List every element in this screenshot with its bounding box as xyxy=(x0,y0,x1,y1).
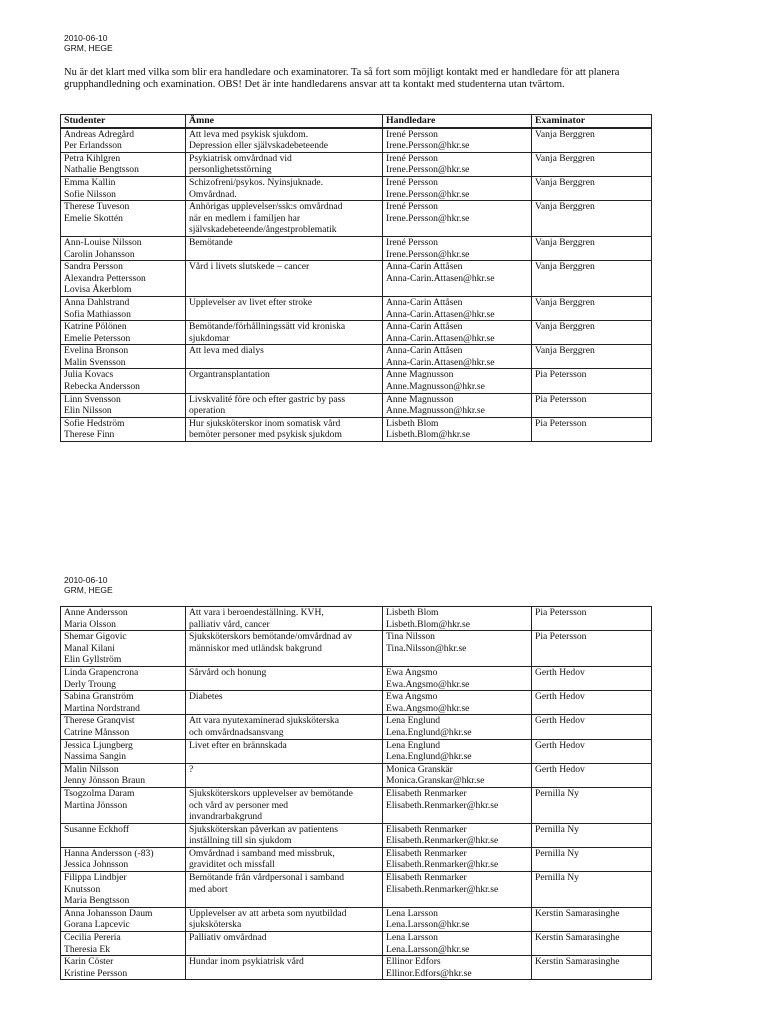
supervisor-cell xyxy=(383,393,532,417)
table-row xyxy=(61,152,652,176)
topic-line: och vård av personer med xyxy=(189,799,289,811)
students-cell xyxy=(61,691,186,715)
supervisor-cell xyxy=(383,666,532,690)
supervisor-line: Elisabeth Renmarker xyxy=(386,847,467,859)
examiner-cell: Pia Petersson xyxy=(532,369,652,393)
students-cell xyxy=(61,152,186,176)
supervisor-cell xyxy=(383,739,532,763)
supervisor-cell xyxy=(383,847,532,871)
students-line: Anna Johansson Daum xyxy=(64,907,153,919)
topic-line: Schizofreni/psykos. Nyinsjuknade. xyxy=(189,176,324,188)
students-line: Maria Bengtsson xyxy=(64,895,130,907)
table-row xyxy=(61,956,652,980)
examiner-cell: Pia Petersson xyxy=(532,607,652,631)
students-cell xyxy=(61,369,186,393)
topic-line: Upplevelser av livet efter stroke xyxy=(189,296,313,308)
assignment-table-page2 xyxy=(60,606,652,980)
students-cell xyxy=(61,631,186,667)
supervisor-cell xyxy=(383,321,532,345)
page1-date: 2010-06-10 xyxy=(64,33,108,43)
table-row xyxy=(61,296,652,320)
students-cell xyxy=(61,393,186,417)
examiner-cell: Pernilla Ny xyxy=(532,823,652,847)
students-line: Therese Finn xyxy=(64,429,115,441)
table-row xyxy=(61,763,652,787)
supervisor-line: Elisabeth.Renmarker@hkr.se xyxy=(386,859,499,871)
students-line: Malin Nilsson xyxy=(64,763,119,775)
supervisor-cell xyxy=(383,261,532,297)
topic-cell xyxy=(186,393,383,417)
table-row xyxy=(61,823,652,847)
examiner-cell: Kerstin Samarasinghe xyxy=(532,907,652,931)
students-line: Cecilia Pereria xyxy=(64,932,121,944)
students-line: Nathalie Bengtsson xyxy=(64,164,139,176)
topic-line: Att vara i beroendeställning. KVH, xyxy=(189,607,324,618)
topic-line: Att leva med dialys xyxy=(189,345,264,357)
page1-group: GRM, HEGE xyxy=(64,43,113,53)
supervisor-line: Irene.Persson@hkr.se xyxy=(386,248,470,260)
topic-line: Att leva med psykisk sjukdom. xyxy=(189,128,309,140)
examiner-cell: Vanja Berggren xyxy=(532,236,652,260)
supervisor-line: Irené Persson xyxy=(386,176,438,188)
topic-line: Sjuksköterskors bemötande/omvårdnad av xyxy=(189,631,353,643)
supervisor-line: Anna-Carin.Attasen@hkr.se xyxy=(386,272,495,284)
students-line: Andreas Adregård xyxy=(64,128,135,140)
table-row xyxy=(61,321,652,345)
supervisor-cell xyxy=(383,607,532,631)
supervisor-line: Ewa.Angsmo@hkr.se xyxy=(386,678,470,690)
supervisor-cell xyxy=(383,932,532,956)
topic-line: Sjuksköterskors upplevelser av bemötande xyxy=(189,787,353,799)
supervisor-line: Ewa.Angsmo@hkr.se xyxy=(386,702,470,714)
students-line: Carolin Johansson xyxy=(64,248,135,260)
table-row xyxy=(61,691,652,715)
topic-cell xyxy=(186,345,383,369)
topic-line: invandrarbakgrund xyxy=(189,811,262,823)
topic-line: bemöter personer med psykisk sjukdom xyxy=(189,429,342,441)
topic-cell xyxy=(186,907,383,931)
students-cell xyxy=(61,176,186,200)
students-line: Katrine Pölönen xyxy=(64,321,127,333)
students-line: Ann-Louise Nilsson xyxy=(64,236,142,248)
students-line: Catrine Månsson xyxy=(64,726,130,738)
students-cell xyxy=(61,296,186,320)
supervisor-line: Elisabeth Renmarker xyxy=(386,823,467,835)
students-line: Martina Jönsson xyxy=(64,799,128,811)
supervisor-line: Anna-Carin.Attasen@hkr.se xyxy=(386,308,495,320)
supervisor-cell xyxy=(383,823,532,847)
topic-cell xyxy=(186,369,383,393)
supervisor-line: Lena Larsson xyxy=(386,907,438,919)
page2-group: GRM, HEGE xyxy=(64,585,113,595)
students-line: Linda Grapencrona xyxy=(64,666,139,678)
students-cell xyxy=(61,321,186,345)
students-cell xyxy=(61,787,186,823)
students-line: Malin Svensson xyxy=(64,356,126,368)
students-line: Derly Troung xyxy=(64,678,116,690)
supervisor-line: Anne.Magnusson@hkr.se xyxy=(386,405,485,417)
topic-cell xyxy=(186,152,383,176)
students-cell xyxy=(61,345,186,369)
supervisor-line: Monica.Granskar@hkr.se xyxy=(386,775,485,787)
supervisor-line: Lena.Larsson@hkr.se xyxy=(386,943,470,955)
table-row xyxy=(61,739,652,763)
students-line: Emelie Skottén xyxy=(64,212,123,224)
students-cell xyxy=(61,715,186,739)
topic-line: personlighetsstörning xyxy=(189,164,272,176)
topic-cell xyxy=(186,261,383,297)
supervisor-line: Tina.Nilsson@hkr.se xyxy=(386,642,467,654)
supervisor-line: Elisabeth.Renmarker@hkr.se xyxy=(386,799,499,811)
table-row xyxy=(61,369,652,393)
supervisor-cell xyxy=(383,631,532,667)
topic-line: inställning till sin sjukdom xyxy=(189,835,292,847)
topic-line: sjuksköterska xyxy=(189,919,242,931)
supervisor-line: Tina Nilsson xyxy=(386,631,435,643)
topic-line: palliativ vård, cancer xyxy=(189,618,270,630)
supervisor-line: Anna-Carin Attåsen xyxy=(386,261,463,273)
header-topic: Ämne xyxy=(186,115,383,128)
topic-cell xyxy=(186,739,383,763)
examiner-cell: Kerstin Samarasinghe xyxy=(532,956,652,980)
supervisor-line: Irené Persson xyxy=(386,201,438,213)
table-row xyxy=(61,715,652,739)
students-cell xyxy=(61,201,186,237)
students-line: Jessica Ljungberg xyxy=(64,739,133,751)
students-cell xyxy=(61,261,186,297)
supervisor-cell xyxy=(383,201,532,237)
topic-line: Vård i livets slutskede – cancer xyxy=(189,261,310,273)
supervisor-line: Lisbeth Blom xyxy=(386,417,439,429)
examiner-cell: Vanja Berggren xyxy=(532,201,652,237)
students-line: Theresia Ek xyxy=(64,943,111,955)
supervisor-line: Anne Magnusson xyxy=(386,369,454,381)
examiner-cell: Vanja Berggren xyxy=(532,321,652,345)
students-line: Sofie Nilsson xyxy=(64,188,116,200)
table-row xyxy=(61,393,652,417)
topic-line: Omvårdnad. xyxy=(189,188,237,200)
supervisor-line: Irene.Persson@hkr.se xyxy=(386,164,470,176)
topic-cell xyxy=(186,176,383,200)
students-cell xyxy=(61,907,186,931)
supervisor-cell xyxy=(383,296,532,320)
supervisor-line: Ellinor.Edfors@hkr.se xyxy=(386,967,472,979)
topic-line: sjukdomar xyxy=(189,332,230,344)
topic-line: Sårvård och honung xyxy=(189,666,267,678)
supervisor-line: Anne Magnusson xyxy=(386,393,454,405)
topic-line: Omvårdnad i samband med missbruk, xyxy=(189,847,335,859)
table-row xyxy=(61,666,652,690)
supervisor-cell xyxy=(383,872,532,908)
supervisor-line: Lena Larsson xyxy=(386,932,438,944)
examiner-cell: Gerth Hedov xyxy=(532,715,652,739)
supervisor-line: Irené Persson xyxy=(386,236,438,248)
students-line: Rebecka Andersson xyxy=(64,381,140,393)
supervisor-line: Anna-Carin Attåsen xyxy=(386,296,463,308)
students-line: Gorana Lapcevic xyxy=(64,919,130,931)
students-line: Anne Andersson xyxy=(64,607,128,618)
supervisor-line: Irene.Persson@hkr.se xyxy=(386,212,470,224)
topic-cell xyxy=(186,236,383,260)
students-cell xyxy=(61,932,186,956)
supervisor-line: Ewa Angsmo xyxy=(386,691,438,703)
table-header-row xyxy=(61,115,652,128)
header-examiner: Examinator xyxy=(532,115,652,128)
page2-date: 2010-06-10 xyxy=(64,575,108,585)
topic-line: operation xyxy=(189,405,226,417)
topic-line: människor med utländsk bakgrund xyxy=(189,642,322,654)
topic-cell xyxy=(186,715,383,739)
examiner-cell: Vanja Berggren xyxy=(532,152,652,176)
students-line: Nassima Sangin xyxy=(64,751,127,763)
topic-line: graviditet och missfall xyxy=(189,859,275,871)
supervisor-line: Anna-Carin.Attasen@hkr.se xyxy=(386,332,495,344)
topic-line: självskadebeteende/ångestproblematik xyxy=(189,224,337,236)
topic-line: Bemötande xyxy=(189,236,233,248)
topic-line: när en medlem i familjen har xyxy=(189,212,301,224)
supervisor-line: Anna-Carin Attåsen xyxy=(386,345,463,357)
topic-cell xyxy=(186,823,383,847)
examiner-cell: Pernilla Ny xyxy=(532,847,652,871)
intro-paragraph: Nu är det klart med vilka som blir era handledare och examinatorer. Ta så fort som möjligt kontakt med er handledare för att planera grupphandledning och examination. OBS! Det är inte handledarens ansvar att ta kontakt med studenterna utan tvärtom. xyxy=(64,67,620,90)
students-line: Shemar Gigovic xyxy=(64,631,127,643)
topic-cell xyxy=(186,956,383,980)
assignment-table-page1 xyxy=(60,114,652,442)
students-line: Jenny Jönsson Braun xyxy=(64,775,146,787)
topic-cell xyxy=(186,321,383,345)
supervisor-line: Ewa Angsmo xyxy=(386,666,438,678)
students-line: Therese Granqvist xyxy=(64,715,135,727)
supervisor-line: Lena.Larsson@hkr.se xyxy=(386,919,470,931)
examiner-cell: Pia Petersson xyxy=(532,417,652,441)
supervisor-cell xyxy=(383,152,532,176)
examiner-cell: Vanja Berggren xyxy=(532,296,652,320)
students-line: Martina Nordstrand xyxy=(64,702,140,714)
examiner-cell: Vanja Berggren xyxy=(532,176,652,200)
students-line: Lovisa Åkerblom xyxy=(64,284,132,296)
students-cell xyxy=(61,847,186,871)
supervisor-cell xyxy=(383,345,532,369)
supervisor-line: Anne.Magnusson@hkr.se xyxy=(386,381,485,393)
page1-header xyxy=(64,33,113,53)
table-row xyxy=(61,847,652,871)
supervisor-line: Ellinor Edfors xyxy=(386,956,441,968)
examiner-cell: Gerth Hedov xyxy=(532,763,652,787)
examiner-cell: Vanja Berggren xyxy=(532,345,652,369)
examiner-cell: Pernilla Ny xyxy=(532,787,652,823)
students-line: Julia Kovacs xyxy=(64,369,114,381)
supervisor-cell xyxy=(383,417,532,441)
topic-cell xyxy=(186,932,383,956)
students-line: Linn Svensson xyxy=(64,393,121,405)
supervisor-cell xyxy=(383,956,532,980)
supervisor-line: Lena Englund xyxy=(386,739,441,751)
topic-line: Livskvalité före och efter gastric by pass xyxy=(189,393,346,405)
students-line: Sofia Mathiasson xyxy=(64,308,131,320)
examiner-cell: Vanja Berggren xyxy=(532,261,652,297)
supervisor-line: Irené Persson xyxy=(386,152,438,164)
examiner-cell: Kerstin Samarasinghe xyxy=(532,932,652,956)
topic-cell xyxy=(186,872,383,908)
students-line: Anna Dahlstrand xyxy=(64,296,130,308)
supervisor-cell xyxy=(383,763,532,787)
students-line: Alexandra Pettersson xyxy=(64,272,146,284)
table-row xyxy=(61,932,652,956)
supervisor-line: Lisbeth.Blom@hkr.se xyxy=(386,618,470,630)
topic-line: Sjuksköterskan påverkan av patientens xyxy=(189,823,338,835)
students-line: Sofie Hedström xyxy=(64,417,125,429)
supervisor-line: Irene.Persson@hkr.se xyxy=(386,188,470,200)
table-row xyxy=(61,345,652,369)
table-row xyxy=(61,417,652,441)
supervisor-line: Elisabeth Renmarker xyxy=(386,872,467,884)
topic-line: Hur sjuksköterskor inom somatisk vård xyxy=(189,417,341,429)
table-row xyxy=(61,176,652,200)
students-line: Karin Cöster xyxy=(64,956,114,968)
supervisor-line: Lisbeth Blom xyxy=(386,607,439,618)
students-cell xyxy=(61,739,186,763)
students-line: Kristine Persson xyxy=(64,967,128,979)
students-cell xyxy=(61,607,186,631)
examiner-cell: Pia Petersson xyxy=(532,631,652,667)
topic-line: Palliativ omvårdnad xyxy=(189,932,267,944)
supervisor-cell xyxy=(383,715,532,739)
examiner-cell: Gerth Hedov xyxy=(532,691,652,715)
supervisor-line: Lena.Englund@hkr.se xyxy=(386,726,472,738)
table-row xyxy=(61,236,652,260)
supervisor-line: Elisabeth Renmarker xyxy=(386,787,467,799)
examiner-cell: Vanja Berggren xyxy=(532,128,652,153)
examiner-cell: Pia Petersson xyxy=(532,393,652,417)
supervisor-line: Irené Persson xyxy=(386,128,438,140)
students-cell xyxy=(61,763,186,787)
topic-line: och omvårdnadsansvang xyxy=(189,726,284,738)
supervisor-cell xyxy=(383,176,532,200)
topic-line: Att vara nyutexaminerad sjuksköterska xyxy=(189,715,339,727)
students-cell xyxy=(61,417,186,441)
students-line: Petra Kihlgren xyxy=(64,152,121,164)
students-line: Sabina Granström xyxy=(64,691,134,703)
topic-line: ? xyxy=(189,763,194,775)
topic-cell xyxy=(186,666,383,690)
table-row xyxy=(61,128,652,153)
header-supervisor: Handledare xyxy=(383,115,532,128)
topic-line: Bemötande från vårdpersonal i samband xyxy=(189,872,345,884)
students-line: Knutsson xyxy=(64,883,101,895)
supervisor-cell xyxy=(383,787,532,823)
students-line: Elin Nilsson xyxy=(64,405,112,417)
students-line: Susanne Eckhoff xyxy=(64,823,130,835)
supervisor-line: Lena.Englund@hkr.se xyxy=(386,751,472,763)
topic-cell xyxy=(186,201,383,237)
students-line: Filippa Lindbjer xyxy=(64,872,127,884)
students-line: Jessica Johnsson xyxy=(64,859,129,871)
students-cell xyxy=(61,823,186,847)
topic-cell xyxy=(186,691,383,715)
students-cell xyxy=(61,666,186,690)
supervisor-cell xyxy=(383,907,532,931)
topic-line: Livet efter en brännskada xyxy=(189,739,287,751)
supervisor-line: Elisabeth.Renmarker@hkr.se xyxy=(386,883,499,895)
page2-header xyxy=(64,575,113,595)
topic-cell xyxy=(186,631,383,667)
supervisor-cell xyxy=(383,236,532,260)
topic-line: Diabetes xyxy=(189,691,223,703)
table-row xyxy=(61,872,652,908)
supervisor-cell xyxy=(383,128,532,153)
students-line: Emelie Petersson xyxy=(64,332,131,344)
table-row xyxy=(61,907,652,931)
topic-cell xyxy=(186,296,383,320)
students-line: Emma Kallin xyxy=(64,176,116,188)
examiner-cell: Gerth Hedov xyxy=(532,739,652,763)
supervisor-cell xyxy=(383,369,532,393)
table-row xyxy=(61,261,652,297)
topic-cell xyxy=(186,847,383,871)
topic-cell xyxy=(186,787,383,823)
students-line: Evelina Bronson xyxy=(64,345,129,357)
topic-line: med abort xyxy=(189,883,228,895)
table-row xyxy=(61,631,652,667)
students-cell xyxy=(61,236,186,260)
topic-cell xyxy=(186,417,383,441)
students-line: Elin Gyllström xyxy=(64,654,122,666)
supervisor-line: Irene.Persson@hkr.se xyxy=(386,140,470,152)
supervisor-line: Lisbeth.Blom@hkr.se xyxy=(386,429,470,441)
topic-cell xyxy=(186,763,383,787)
topic-line: Bemötande/förhållningssätt vid kroniska xyxy=(189,321,346,333)
topic-line: Upplevelser av att arbeta som nyutbildad xyxy=(189,907,347,919)
students-cell xyxy=(61,872,186,908)
supervisor-line: Anna-Carin Attåsen xyxy=(386,321,463,333)
students-cell xyxy=(61,956,186,980)
topic-cell xyxy=(186,607,383,631)
supervisor-line: Monica Granskär xyxy=(386,763,453,775)
students-line: Sandra Persson xyxy=(64,261,123,273)
supervisor-line: Elisabeth.Renmarker@hkr.se xyxy=(386,835,499,847)
topic-line: Hundar inom psykiatrisk vård xyxy=(189,956,304,968)
students-line: Manal Kilani xyxy=(64,642,115,654)
topic-cell xyxy=(186,128,383,153)
examiner-cell: Gerth Hedov xyxy=(532,666,652,690)
table-row xyxy=(61,607,652,631)
students-cell xyxy=(61,128,186,153)
topic-line: Psykiatrisk omvårdnad vid xyxy=(189,152,292,164)
topic-line: Anhörigas upplevelser/ssk:s omvårdnad xyxy=(189,201,343,213)
supervisor-cell xyxy=(383,691,532,715)
topic-line: Organtransplantation xyxy=(189,369,270,381)
examiner-cell: Pernilla Ny xyxy=(532,872,652,908)
table-row xyxy=(61,787,652,823)
header-students: Studenter xyxy=(61,115,186,128)
topic-line: Depression eller självskadebeteende xyxy=(189,140,329,152)
students-line: Per Erlandsson xyxy=(64,140,122,152)
students-line: Therese Tuveson xyxy=(64,201,130,213)
students-line: Hanna Andersson (-83) xyxy=(64,847,154,859)
supervisor-line: Lena Englund xyxy=(386,715,441,727)
table-row xyxy=(61,201,652,237)
students-line: Maria Olsson xyxy=(64,618,116,630)
supervisor-line: Anna-Carin.Attasen@hkr.se xyxy=(386,356,495,368)
students-line: Tsogzolma Daram xyxy=(64,787,135,799)
